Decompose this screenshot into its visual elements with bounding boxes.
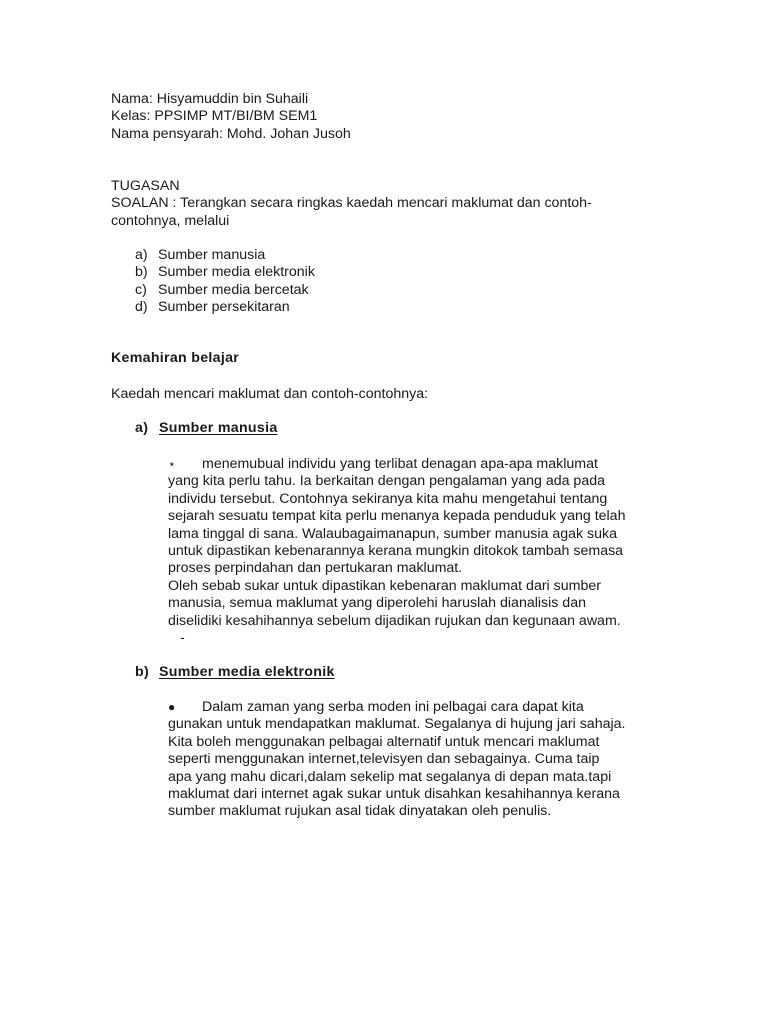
- question-line-1: SOALAN : Terangkan secara ringkas kaedah mencari maklumat dan contoh-: [111, 195, 592, 212]
- student-info: [111, 91, 351, 143]
- section-title: Kemahiran belajar: [111, 350, 240, 366]
- list-item: a) Sumber manusia: [135, 247, 266, 263]
- star-bullet-icon: ⋆: [168, 457, 176, 471]
- dash-mark: -: [180, 630, 185, 646]
- list-item: b) Sumber media elektronik: [135, 264, 315, 281]
- lecturer-name: Nama pensyarah: Mohd. Johan Jusoh: [111, 125, 351, 142]
- question-line-2: contohnya, melalui: [111, 212, 230, 229]
- intro-text: Kaedah mencari maklumat dan contoh-contohnya:: [111, 386, 429, 402]
- section-a-paragraph: ⋆ menemubual individu yang terlibat denagan apa-apa maklumat yang kita perlu tahu. Ia berkaitan dengan pengalaman yang ada pada individu tersebut. Contohnya sekiranya kita mahu mengetahui tentang sejarah sesuatu tempat kita perlu menanya kepada penduduk yang telah lama tinggal di sana. Walaubagaimanapun, sumber manusia agak suka untuk dipastikan kebenarannya kerana mungkin ditokok tambah semasa proses perpindahan dan pertukaran maklumat. Oleh sebab sukar untuk dipastikan kebenaran maklumat dari sumber manusia, semua maklumat yang diperolehi haruslah dianalisis dan diselidiki kesahihannya sebelum dijadikan rujukan dan kegunaan awam.: [168, 456, 626, 629]
- student-name: Nama: Hisyamuddin bin Suhaili: [111, 91, 309, 107]
- student-class: Kelas: PPSIMP MT/BI/BM SEM1: [111, 108, 318, 125]
- section-b-paragraph: ● Dalam zaman yang serba moden ini pelbagai cara dapat kita gunakan untuk mendapatkan maklumat. Segalanya di hujung jari sahaja. Kita boleh menggunakan pelbagai alternatif untuk mencari maklumat seperti menggunakan internet,televisyen dan sebagainya. Cuma taip apa yang mahu dicari,dalam sekelip mat segalanya di depan mata.tapi maklumat dari internet agak sukar untuk disahkan kesahihannya kerana sumber maklumat rujukan asal tidak dinyatakan oleh penulis.: [168, 699, 626, 820]
- dot-bullet-icon: ●: [168, 700, 176, 714]
- list-item: d) Sumber persekitaran: [135, 299, 290, 316]
- section-b-title: Sumber media elektronik: [159, 664, 335, 680]
- assignment-label: TUGASAN: [111, 178, 180, 194]
- section-b-heading: b) Sumber media elektronik: [135, 664, 335, 680]
- section-a-heading: a) Sumber manusia: [135, 420, 278, 436]
- assignment-block: [111, 178, 592, 230]
- list-item: c) Sumber media bercetak: [135, 281, 309, 298]
- section-a-title: Sumber manusia: [159, 420, 278, 436]
- question-options-list: [135, 247, 315, 317]
